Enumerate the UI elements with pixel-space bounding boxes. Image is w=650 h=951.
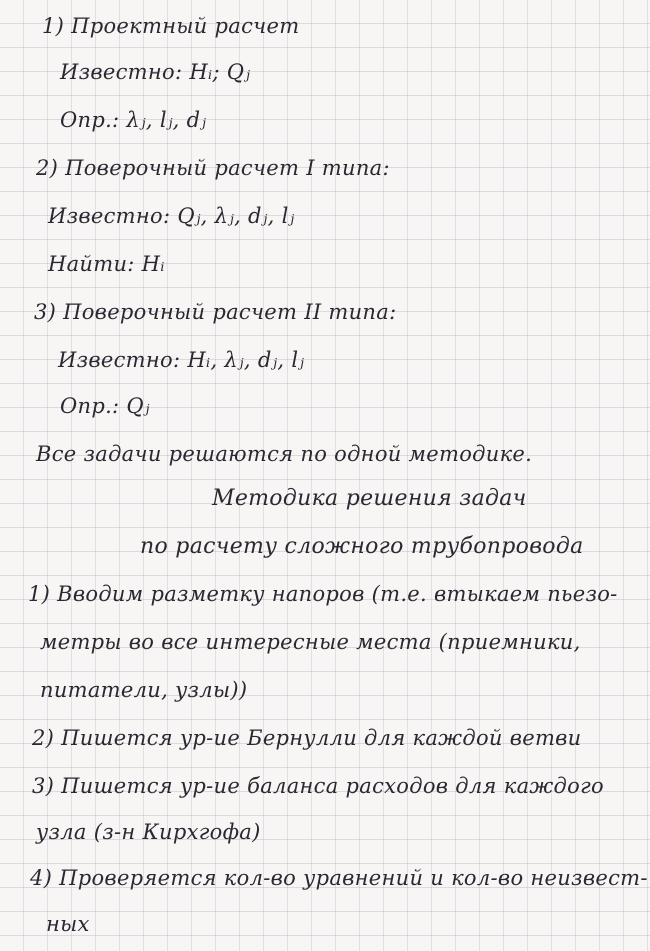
note-line-known-3: Известно: Hᵢ, λⱼ, dⱼ, lⱼ [58,348,305,372]
note-line-check-calc-type-1: 2) Поверочный расчет I типа: [36,156,390,180]
note-line-step-2: 2) Пишется ур-ие Бернулли для каждой ветви [32,726,582,750]
note-line-step-3a: 3) Пишется ур-ие баланса расходов для каждого [32,774,604,798]
note-line-determine-3: Опр.: Qⱼ [60,394,150,418]
note-line-known-2: Известно: Qⱼ, λⱼ, dⱼ, lⱼ [48,204,295,228]
note-line-determine-1: Опр.: λⱼ, lⱼ, dⱼ [60,108,207,132]
note-line-check-calc-type-2: 3) Поверочный расчет II типа: [34,300,397,324]
note-line-find-2: Найти: Hᵢ [48,252,165,276]
note-line-step-4b: ных [46,912,90,936]
note-line-known-1: Известно: Hᵢ; Qⱼ [60,60,251,84]
method-heading-line-2: по расчету сложного трубопровода [140,534,584,559]
note-line-step-3b: узла (з-н Кирхгофа) [36,820,261,844]
note-line-step-1c: питатели, узлы)) [40,678,248,702]
method-heading-line-1: Методика решения задач [212,486,527,511]
note-line-step-1b: метры во все интересные места (приемники, [40,630,581,654]
note-line-same-method: Все задачи решаются по одной методике. [36,442,533,466]
note-line-step-4a: 4) Проверяется кол-во уравнений и кол-во неизвест- [30,866,648,890]
note-line-step-1a: 1) Вводим разметку напоров (т.е. втыкаем пьезо- [28,582,618,606]
note-line-project-calc: 1) Проектный расчет [42,14,300,38]
